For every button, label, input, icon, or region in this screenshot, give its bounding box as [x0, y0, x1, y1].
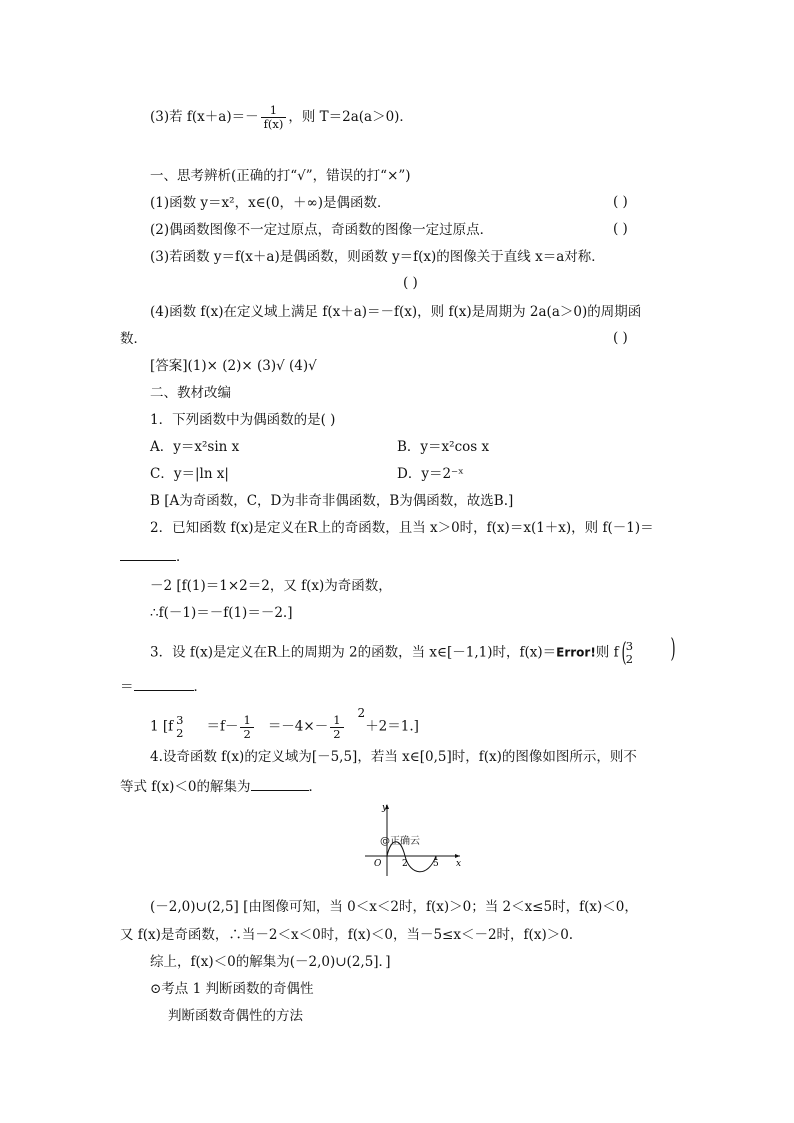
q1-stem: 1．下列函数中为偶函数的是( ): [150, 412, 336, 428]
x-axis-arrow: [455, 854, 460, 858]
open-bracket: (: [621, 638, 627, 668]
q2-period: ．: [176, 549, 190, 565]
watermark-text: @正确云: [380, 836, 420, 847]
answer-paren-2: ( ): [613, 221, 628, 237]
fraction-numerator: 3: [176, 713, 184, 727]
q4-stem-text: 等式 f(x)＜0的解集为: [120, 779, 251, 795]
q3-sol-part: ＝f: [206, 718, 225, 735]
q3-error-text: Error!: [556, 645, 596, 660]
answer-paren-3: ( ): [403, 275, 418, 291]
answer-paren-1: ( ): [613, 194, 628, 210]
q2-solution-1: －2 [f(1)＝1×2＝2，又 f(x)为奇函数，: [150, 578, 392, 594]
q4-stem-1: 4.设奇函数 f(x)的定义域为[－5,5]，若当 x∈[0,5]时，f(x)的图像如图所示，则不: [150, 749, 637, 765]
fraction-1-over-2: [330, 714, 343, 741]
q1-option-d: D．y＝2⁻ˣ: [397, 466, 464, 482]
q4-solution-2: 又 f(x)是奇函数，∴当－2＜x＜0时，f(x)＜0，当－5≤x＜－2时，f(x)＞0.: [120, 927, 574, 943]
kaodian-subtitle: 判断函数奇偶性的方法: [168, 1008, 303, 1024]
judge-item-4: (4)函数 f(x)在定义域上满足 f(x＋a)＝－f(x)，则 f(x)是周期为 2a(a＞0)的周期函: [150, 304, 642, 320]
q2-stem: 2．已知函数 f(x)是定义在R上的奇函数，且当 x＞0时，f(x)＝x(1＋x)，则 f(－1)＝: [150, 520, 654, 536]
fraction-1-over-fx: [261, 104, 287, 131]
fraction-1-over-2: [240, 714, 253, 741]
q4-stem-2: [120, 776, 322, 796]
q3-period: ．: [193, 679, 207, 695]
q3-stem: [150, 640, 638, 666]
fraction-denominator: 2: [625, 652, 634, 666]
fraction-numerator: 3: [625, 639, 634, 653]
section-1-title: 一、思考辨析(正确的打“√”，错误的打“×”): [150, 168, 411, 184]
q3-blank-line: [120, 676, 207, 696]
judge-item-2: (2)偶函数图像不一定过原点，奇函数的图像一定过原点．: [150, 222, 494, 238]
fraction-denominator: f(x): [261, 117, 287, 131]
q3-stem-text: 3．设 f(x)是定义在R上的周期为 2的函数，当 x∈[－1,1)时，f(x)＝: [150, 644, 557, 661]
q3-equals: ＝: [120, 679, 134, 695]
fraction-numerator: 1: [269, 103, 278, 117]
property-3-line: [150, 104, 413, 131]
section-2-title: 二、教材改编: [150, 385, 231, 401]
q1-option-b: B．y＝x²cos x: [397, 439, 490, 455]
fraction-numerator: 1: [243, 712, 251, 727]
q3-sol-minus: －: [224, 718, 239, 735]
close-bracket: ): [670, 634, 676, 664]
tick-label-5: 5: [433, 859, 439, 869]
fraction-denominator: 2: [330, 727, 343, 741]
answer-blank: [134, 676, 194, 691]
q3-sol-minus: －: [314, 718, 329, 735]
fraction-numerator: 1: [333, 712, 341, 727]
q1-solution: B [A为奇函数，C，D为非奇非偶函数，B为偶函数，故选B.]: [150, 493, 514, 509]
q3-sol-part: ＝－4×: [267, 718, 315, 735]
fraction-denominator: 2: [240, 727, 253, 741]
fraction-denominator: 2: [176, 726, 184, 740]
q1-option-c: C．y＝|ln x|: [150, 466, 229, 482]
judge-item-3: (3)若函数 y＝f(x＋a)是偶函数，则函数 y＝f(x)的图像关于直线 x＝a对称．: [150, 249, 605, 265]
q4-solution-1: (－2,0)∪(2,5] [由图像可知，当 0＜x＜2时，f(x)＞0；当 2＜x≤5时，f(x)＜0，: [150, 899, 638, 915]
q3-sol-exponent: 2: [357, 706, 366, 720]
x-axis-label: x: [456, 859, 462, 869]
property-3-prefix: (3)若 f(x＋a)＝－: [150, 109, 259, 125]
q4-function-graph: [360, 800, 470, 880]
kaodian-title: ⊙考点 1 判断函数的奇偶性: [150, 981, 314, 997]
q4-solution-3: 综上，f(x)＜0的解集为(－2,0)∪(2,5]．]: [150, 954, 391, 970]
section-1-answer: [答案](1)× (2)× (3)√ (4)√: [150, 358, 317, 374]
q3-sol-part: 1 [f: [150, 718, 174, 735]
property-3-suffix: ，则 T＝2a(a＞0)．: [288, 109, 413, 125]
judge-item-1: (1)函数 y＝x²，x∈(0，＋∞)是偶函数．: [150, 195, 391, 211]
q1-option-a: A．y＝x²sin x: [150, 439, 240, 455]
answer-paren-4: ( ): [613, 330, 628, 346]
y-axis-label: y: [382, 803, 388, 813]
q3-stem-tail: 则 f: [595, 644, 619, 661]
q3-solution: [150, 706, 419, 741]
q2-blank-line: [120, 546, 190, 566]
fraction-3-over-2: [173, 714, 186, 740]
q4-period: ．: [308, 779, 323, 795]
judge-item-4-cont: 数．: [120, 331, 147, 347]
origin-label: O: [374, 859, 382, 869]
q2-solution-2: ∴f(－1)＝－f(1)＝－2.]: [150, 605, 293, 621]
answer-blank: [251, 776, 309, 791]
q3-sol-part: ＋2＝1.]: [365, 718, 419, 735]
answer-blank: [120, 546, 176, 561]
tick-label-2: 2: [402, 859, 408, 869]
